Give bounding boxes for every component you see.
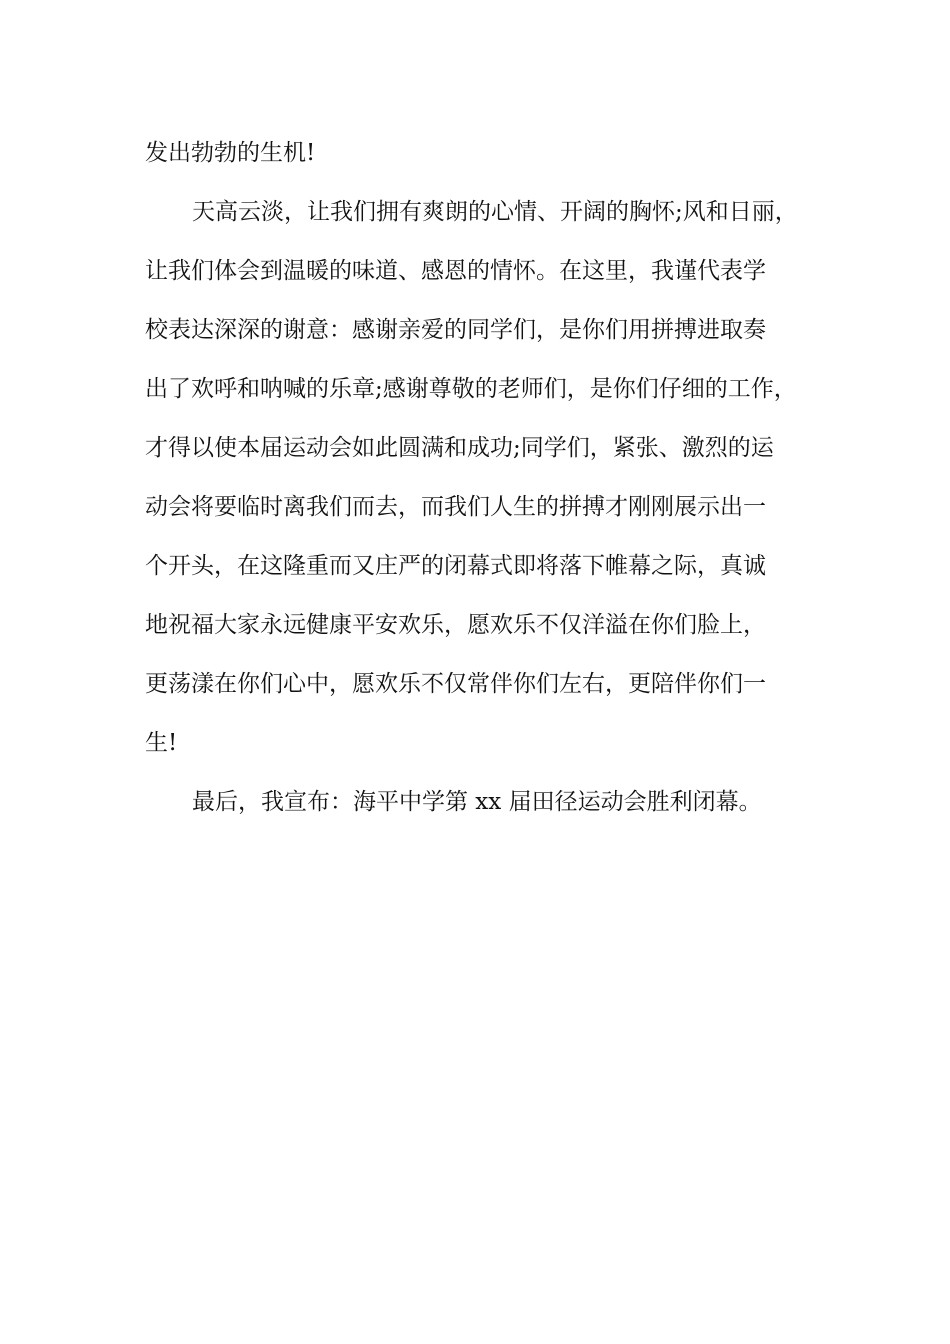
text-line: 出了欢呼和呐喊的乐章;感谢尊敬的老师们，是你们仔细的工作， [145,376,797,402]
text-line: 天高云淡，让我们拥有爽朗的心情、开阔的胸怀;风和日丽， [192,199,798,225]
text-line: 校表达深深的谢意：感谢亲爱的同学们，是你们用拼搏进取奏 [145,317,766,343]
text-line: 更荡漾在你们心中，愿欢乐不仅常伴你们左右，更陪伴你们一 [145,671,766,697]
text-line: 发出勃勃的生机! [145,140,316,166]
text-line: 才得以使本届运动会如此圆满和成功;同学们，紧张、激烈的运 [145,435,774,461]
text-line: 个开头，在这隆重而又庄严的闭幕式即将落下帷幕之际，真诚 [145,553,766,579]
text-line: 地祝福大家永远健康平安欢乐，愿欢乐不仅洋溢在你们脸上， [145,612,766,638]
text-line: 生! [145,730,178,756]
text-line: 动会将要临时离我们而去，而我们人生的拼搏才刚刚展示出一 [145,494,766,520]
text-line: 让我们体会到温暖的味道、感恩的情怀。在这里，我谨代表学 [145,258,766,284]
text-line: 最后，我宣布：海平中学第 xx 届田径运动会胜利闭幕。 [192,789,762,815]
document-body [145,130,825,838]
